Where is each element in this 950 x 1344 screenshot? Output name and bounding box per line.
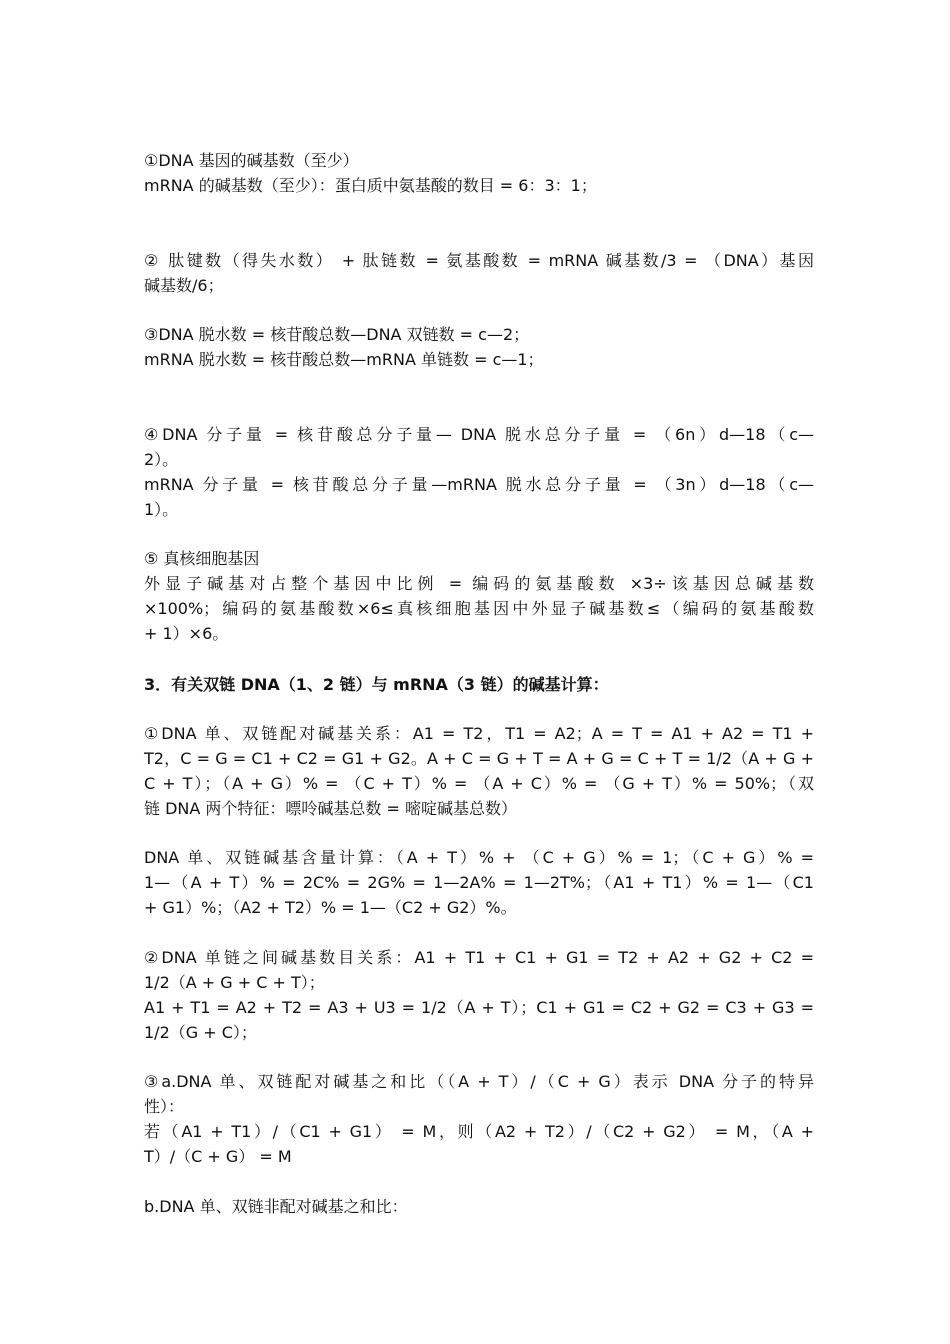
text-line-26: 1/2（G + C）；	[144, 1023, 257, 1042]
text-line-2: mRNA 的碱基数（至少）：蛋白质中氨基酸的数目 = 6：3：1；	[144, 176, 597, 195]
text-line-5: ③DNA 脱水数 = 核苷酸总数—DNA 双链数 = c—2；	[144, 325, 530, 344]
text-line-29: 若（A1 + T1）/（C1 + G1） = M，则（A2 + T2）/（C2 + G2） = M，（A +	[144, 1122, 814, 1141]
text-line-16: ①DNA 单、双链配对碱基关系：A1 = T2，T1 = A2；A = T = A1 + A2 = T1 +	[144, 724, 814, 743]
text-line-17: T2，C = G = C1 + C2 = G1 + G2。A + C = G + T = A + G = C + T = 1/2（A + G +	[144, 749, 814, 768]
text-line-28: 性）：	[144, 1097, 185, 1116]
text-line-23: ②DNA 单链之间碱基数目关系：A1 + T1 + C1 + G1 = T2 + A2 + G2 + C2 =	[144, 948, 814, 967]
text-line-30: T）/（C + G） = M	[144, 1147, 292, 1166]
text-line-31: b.DNA 单、双链非配对碱基之和比：	[144, 1197, 408, 1216]
section-heading: 3．有关双链 DNA（1、2 链）与 mRNA（3 链）的碱基计算：	[144, 675, 609, 694]
text-line-14: + 1）×6。	[144, 624, 229, 643]
text-line-18: C + T）；（A + G）% = （C + T）% = （A + C）% = （G + T）% = 50%；（双	[144, 774, 814, 793]
text-line-25: A1 + T1 = A2 + T2 = A3 + U3 = 1/2（A + T）；C1 + G1 = C2 + G2 = C3 + G3 =	[144, 998, 814, 1017]
text-line-4: 碱基数/6；	[144, 276, 224, 295]
text-line-22: + G1）%；（A2 + T2）% = 1—（C2 + G2）%。	[144, 898, 517, 917]
text-line-11: ⑤ 真核细胞基因	[144, 549, 260, 568]
text-line-12: 外显子碱基对占整个基因中比例 = 编码的氨基酸数 ×3÷该基因总碱基数	[144, 574, 814, 593]
text-line-8: 2）。	[144, 450, 179, 469]
text-line-21: 1—（A + T）% = 2C% = 2G% = 1—2A% = 1—2T%；（A1 + T1）% = 1—（C1	[144, 873, 814, 892]
text-line-3: ② 肽键数（得失水数） + 肽链数 = 氨基酸数 = mRNA 碱基数/3 = （DNA）基因	[144, 251, 814, 270]
text-line-19: 链 DNA 两个特征：嘌呤碱基总数 = 嘧啶碱基总数）	[144, 799, 517, 818]
text-line-10: 1）。	[144, 500, 179, 519]
text-line-20: DNA 单、双链碱基含量计算：（A + T）% + （C + G）% = 1；（C + G）% =	[144, 848, 814, 867]
text-line-13: ×100%；编码的氨基酸数×6≤真核细胞基因中外显子碱基数≤（编码的氨基酸数	[144, 599, 814, 618]
text-line-9: mRNA 分子量 = 核苷酸总分子量—mRNA 脱水总分子量 = （3n）d—18（c—	[144, 475, 814, 494]
text-line-7: ④DNA 分子量 = 核苷酸总分子量— DNA 脱水总分子量 = （6n）d—18（c—	[144, 425, 814, 444]
text-line-24: 1/2（A + G + C + T）；	[144, 973, 325, 992]
text-line-27: ③a.DNA 单、双链配对碱基之和比（（A + T）/（C + G）表示 DNA 分子的特异	[144, 1072, 814, 1091]
text-line-1: ①DNA 基因的碱基数（至少）	[144, 151, 359, 170]
text-line-6: mRNA 脱水数 = 核苷酸总数—mRNA 单链数 = c—1；	[144, 350, 544, 369]
